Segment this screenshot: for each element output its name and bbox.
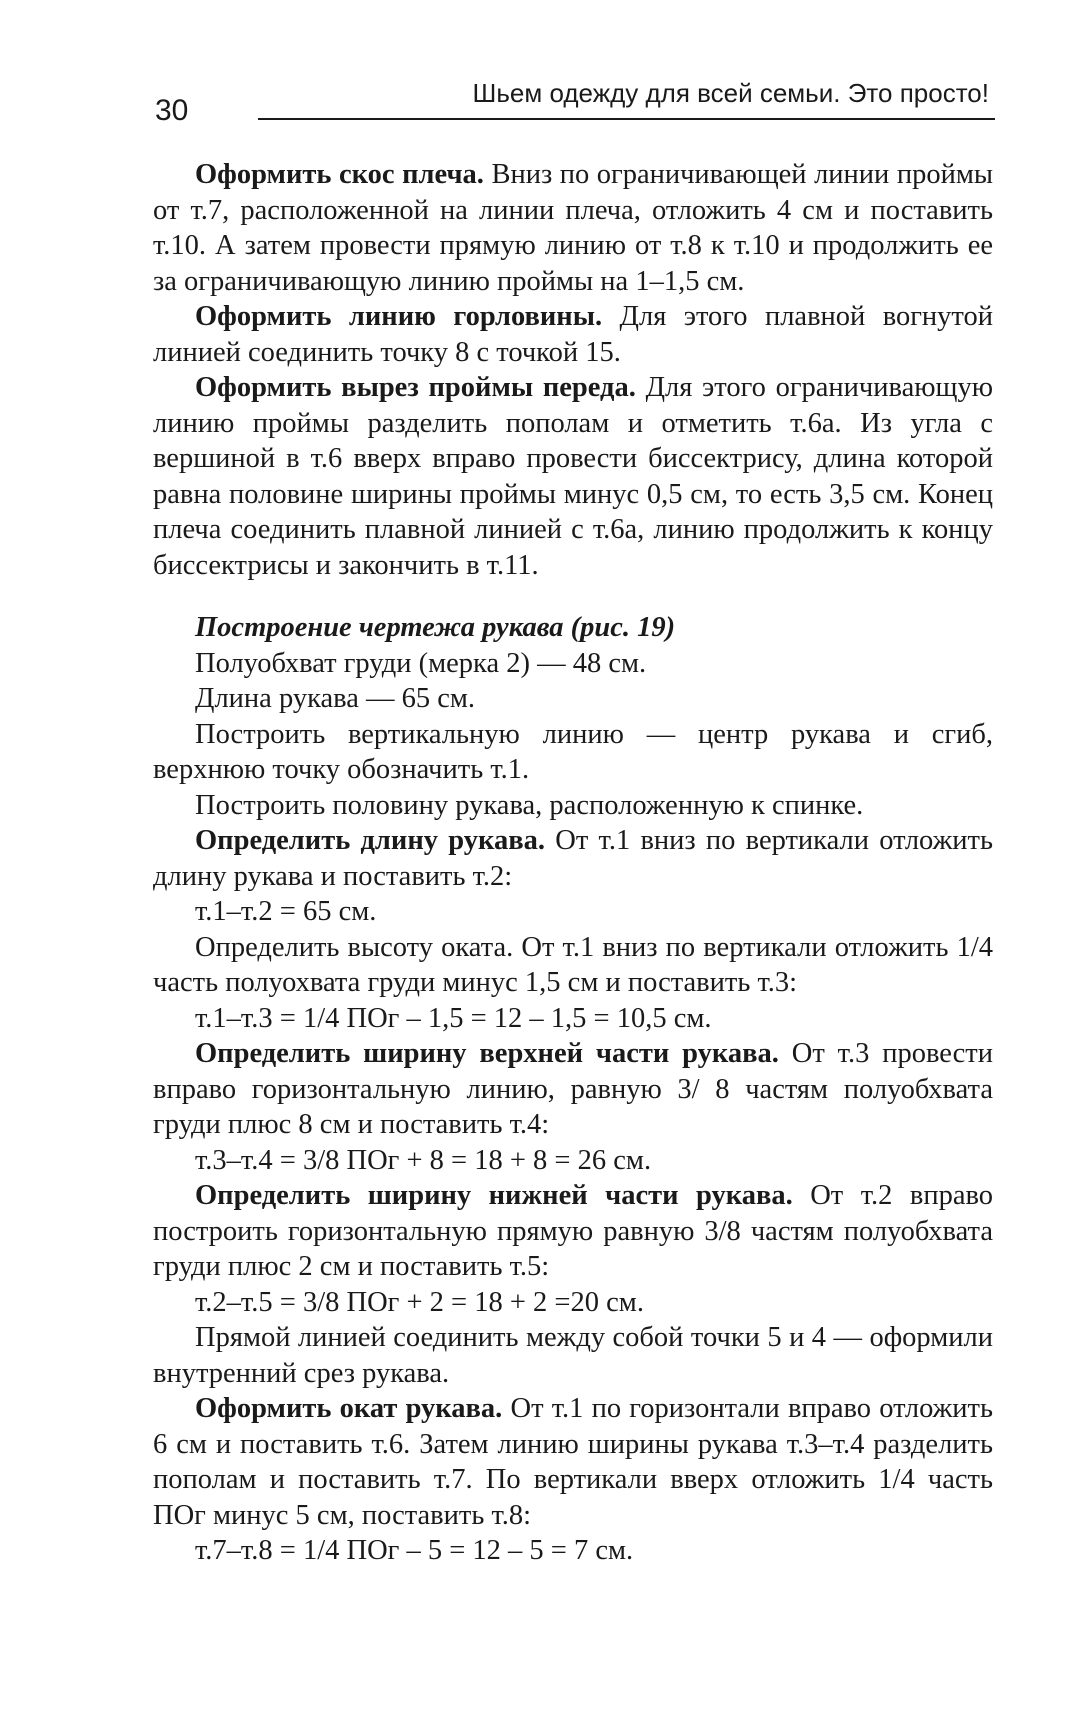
formula-text: т.7–т.8 = 1/4 ПОг – 5 = 12 – 5 = 7 см. — [195, 1535, 634, 1566]
formula-line — [153, 1143, 993, 1179]
paragraph-upper-width — [153, 1036, 993, 1143]
paragraph-text: Построить половину рукава, расположенную к спинке. — [195, 789, 864, 821]
paragraph-lead: Оформить вырез проймы переда. — [195, 372, 636, 403]
paragraph-sleeve-length — [153, 823, 993, 894]
paragraph-sleeve-cap — [153, 1391, 993, 1533]
paragraph-lead: Определить длину рукава. — [195, 825, 545, 856]
section-heading-text: Построение чертежа рукава (рис. 19) — [195, 612, 676, 643]
running-title: Шьем одежду для всей семьи. Это просто! — [472, 78, 989, 108]
formula-line — [153, 1285, 993, 1321]
formula-text: т.3–т.4 = 3/8 ПОг + 8 = 18 + 8 = 26 см. — [195, 1144, 652, 1176]
formula-text: т.1–т.2 = 65 см. — [195, 896, 377, 927]
paragraph-center-line — [153, 717, 993, 788]
paragraph-text: Полуобхват груди (мерка 2) — 48 см. — [195, 647, 647, 679]
paragraph-lead: Оформить скос плеча. — [195, 159, 484, 190]
paragraph-inner-seam — [153, 1320, 993, 1391]
header-rule — [258, 118, 995, 120]
paragraph-armhole — [153, 370, 993, 583]
formula-line — [153, 1001, 993, 1037]
paragraph-cap-height — [153, 930, 993, 1001]
paragraph-text: Прямой линией соединить между собой точки 5 и 4 — оформили внутренний срез рукава. — [153, 1322, 993, 1389]
paragraph-text: От т.2 вправо построить горизонтальную прямую равную 3/8 частям полуобхвата груди плюс 2 см и поставить т.5: — [153, 1180, 994, 1282]
paragraph-text: Длина рукава — 65 см. — [195, 683, 476, 714]
paragraph-half-sleeve — [153, 788, 993, 824]
paragraph-lead: Оформить линию горловины. — [195, 301, 603, 332]
paragraph-lead: Определить ширину верхней части рукава. — [195, 1038, 779, 1069]
paragraph-text: Вниз по ограничивающей линии проймы от т.7, расположенной на линии плеча, отложить 4 см и поставить т.10. А затем провести прямую линию от т.8 к т.10 и продолжить ее за ограничивающую линию проймы на 1–1,5 см. — [153, 159, 994, 297]
paragraph-measure-bust — [153, 646, 993, 682]
paragraph-lower-width — [153, 1178, 993, 1285]
paragraph-text: От т.1 вниз по вертикали отложить длину рукава и поставить т.2: — [153, 825, 993, 892]
paragraph-text: От т.3 провести вправо горизонтальную линию, равную 3/ 8 частям полуобхвата груди плюс 8 см и поставить т.4: — [153, 1038, 993, 1140]
paragraph-text: Определить высоту оката. От т.1 вниз по вертикали отложить 1/4 часть полуохвата груди минус 1,5 см и поставить т.3: — [153, 931, 993, 998]
paragraph-text: Для этого плавной вогнутой линией соединить точку 8 с точкой 15. — [153, 301, 994, 368]
page-header — [155, 70, 995, 126]
page-number: 30 — [155, 94, 189, 127]
paragraph-shoulder-slope — [153, 157, 993, 299]
formula-line — [153, 1533, 993, 1569]
paragraph-lead: Определить ширину нижней части рукава. — [195, 1180, 793, 1211]
formula-text: т.2–т.5 = 3/8 ПОг + 2 = 18 + 2 =20 см. — [195, 1286, 644, 1318]
paragraph-lead: Оформить окат рукава. — [195, 1393, 503, 1424]
formula-text: т.1–т.3 = 1/4 ПОг – 1,5 = 12 – 1,5 = 10,5 см. — [195, 1002, 712, 1034]
paragraph-neckline — [153, 299, 993, 370]
formula-line — [153, 894, 993, 930]
section-heading — [153, 610, 993, 646]
body-text — [153, 157, 993, 1569]
paragraph-text: От т.1 по горизонтали вправо отложить 6 см и поставить т.6. Затем линию ширины рукава т.3–т.4 разделить пополам и поставить т.7. По вертикали вверх отложить 1/4 часть ПОг минус 5 см, поставить т.8: — [153, 1393, 994, 1531]
paragraph-measure-sleeve — [153, 681, 993, 717]
paragraph-text: Построить вертикальную линию — центр рукава и сгиб, верхнюю точку обозначить т.1. — [153, 718, 993, 785]
paragraph-text: Для этого ограничивающую линию проймы разделить пополам и отметить т.6а. Из угла с вершиной в т.6 вверх вправо провести биссектрису, длина которой равна половине ширины проймы минус 0,5 см, то есть 3,5 см. Конец плеча соединить плавной линией с т.6а, линию продолжить к концу биссектрисы и закончить в т.11. — [153, 372, 994, 581]
